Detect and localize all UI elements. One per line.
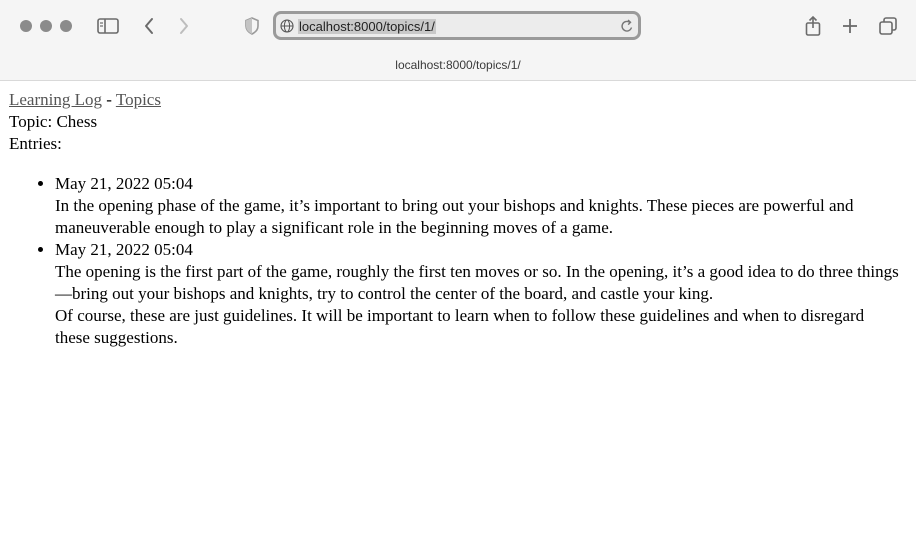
zoom-window-button[interactable] — [60, 20, 72, 32]
reload-icon[interactable] — [620, 18, 634, 39]
topic-heading: Topic: Chess — [9, 112, 98, 131]
close-window-button[interactable] — [20, 20, 32, 32]
tab-title[interactable]: localhost:8000/topics/1/ — [395, 58, 521, 72]
sidebar-icon[interactable] — [96, 14, 120, 38]
plus-icon[interactable] — [838, 14, 862, 38]
address-url-text[interactable]: localhost:8000/topics/1/ — [299, 19, 435, 34]
topics-link[interactable]: Topics — [115, 90, 161, 109]
address-bar[interactable] — [273, 11, 641, 40]
entry-text: Of course, these are just guidelines. It will be important to learn when to follow these guidelines and when to disregard these suggestions. — [55, 306, 865, 347]
share-icon[interactable] — [801, 14, 825, 38]
entries-list — [9, 173, 907, 349]
globe-icon — [280, 19, 294, 38]
entry-date: • May 21, 2022 05:04 — [55, 240, 193, 259]
entry-item — [55, 239, 907, 349]
entry-item — [55, 173, 907, 239]
tab-bar — [0, 52, 916, 81]
chevron-right-icon[interactable] — [172, 14, 196, 38]
entry-date: • May 21, 2022 05:04 — [55, 174, 193, 193]
entry-text: The opening is the first part of the game, roughly the first ten moves or so. In the opening, it’s a good idea to do three things—bring out your bishops and knights, try to control the center of the board, and castle your king. — [55, 262, 899, 303]
nav-separator: - — [106, 90, 112, 109]
minimize-window-button[interactable] — [40, 20, 52, 32]
entry-text: In the opening phase of the game, it’s important to bring out your bishops and knights. These pieces are powerful and maneuverable enough to play a significant role in the beginning moves of a game. — [55, 196, 854, 237]
chevron-left-icon[interactable] — [137, 14, 161, 38]
browser-toolbar — [0, 0, 916, 52]
tabs-icon[interactable] — [876, 14, 900, 38]
learning-log-link[interactable]: Learning Log — [9, 90, 102, 109]
site-nav — [9, 89, 907, 111]
page-content — [0, 81, 916, 357]
shield-icon[interactable] — [240, 14, 264, 38]
entries-label: Entries: — [9, 134, 62, 153]
